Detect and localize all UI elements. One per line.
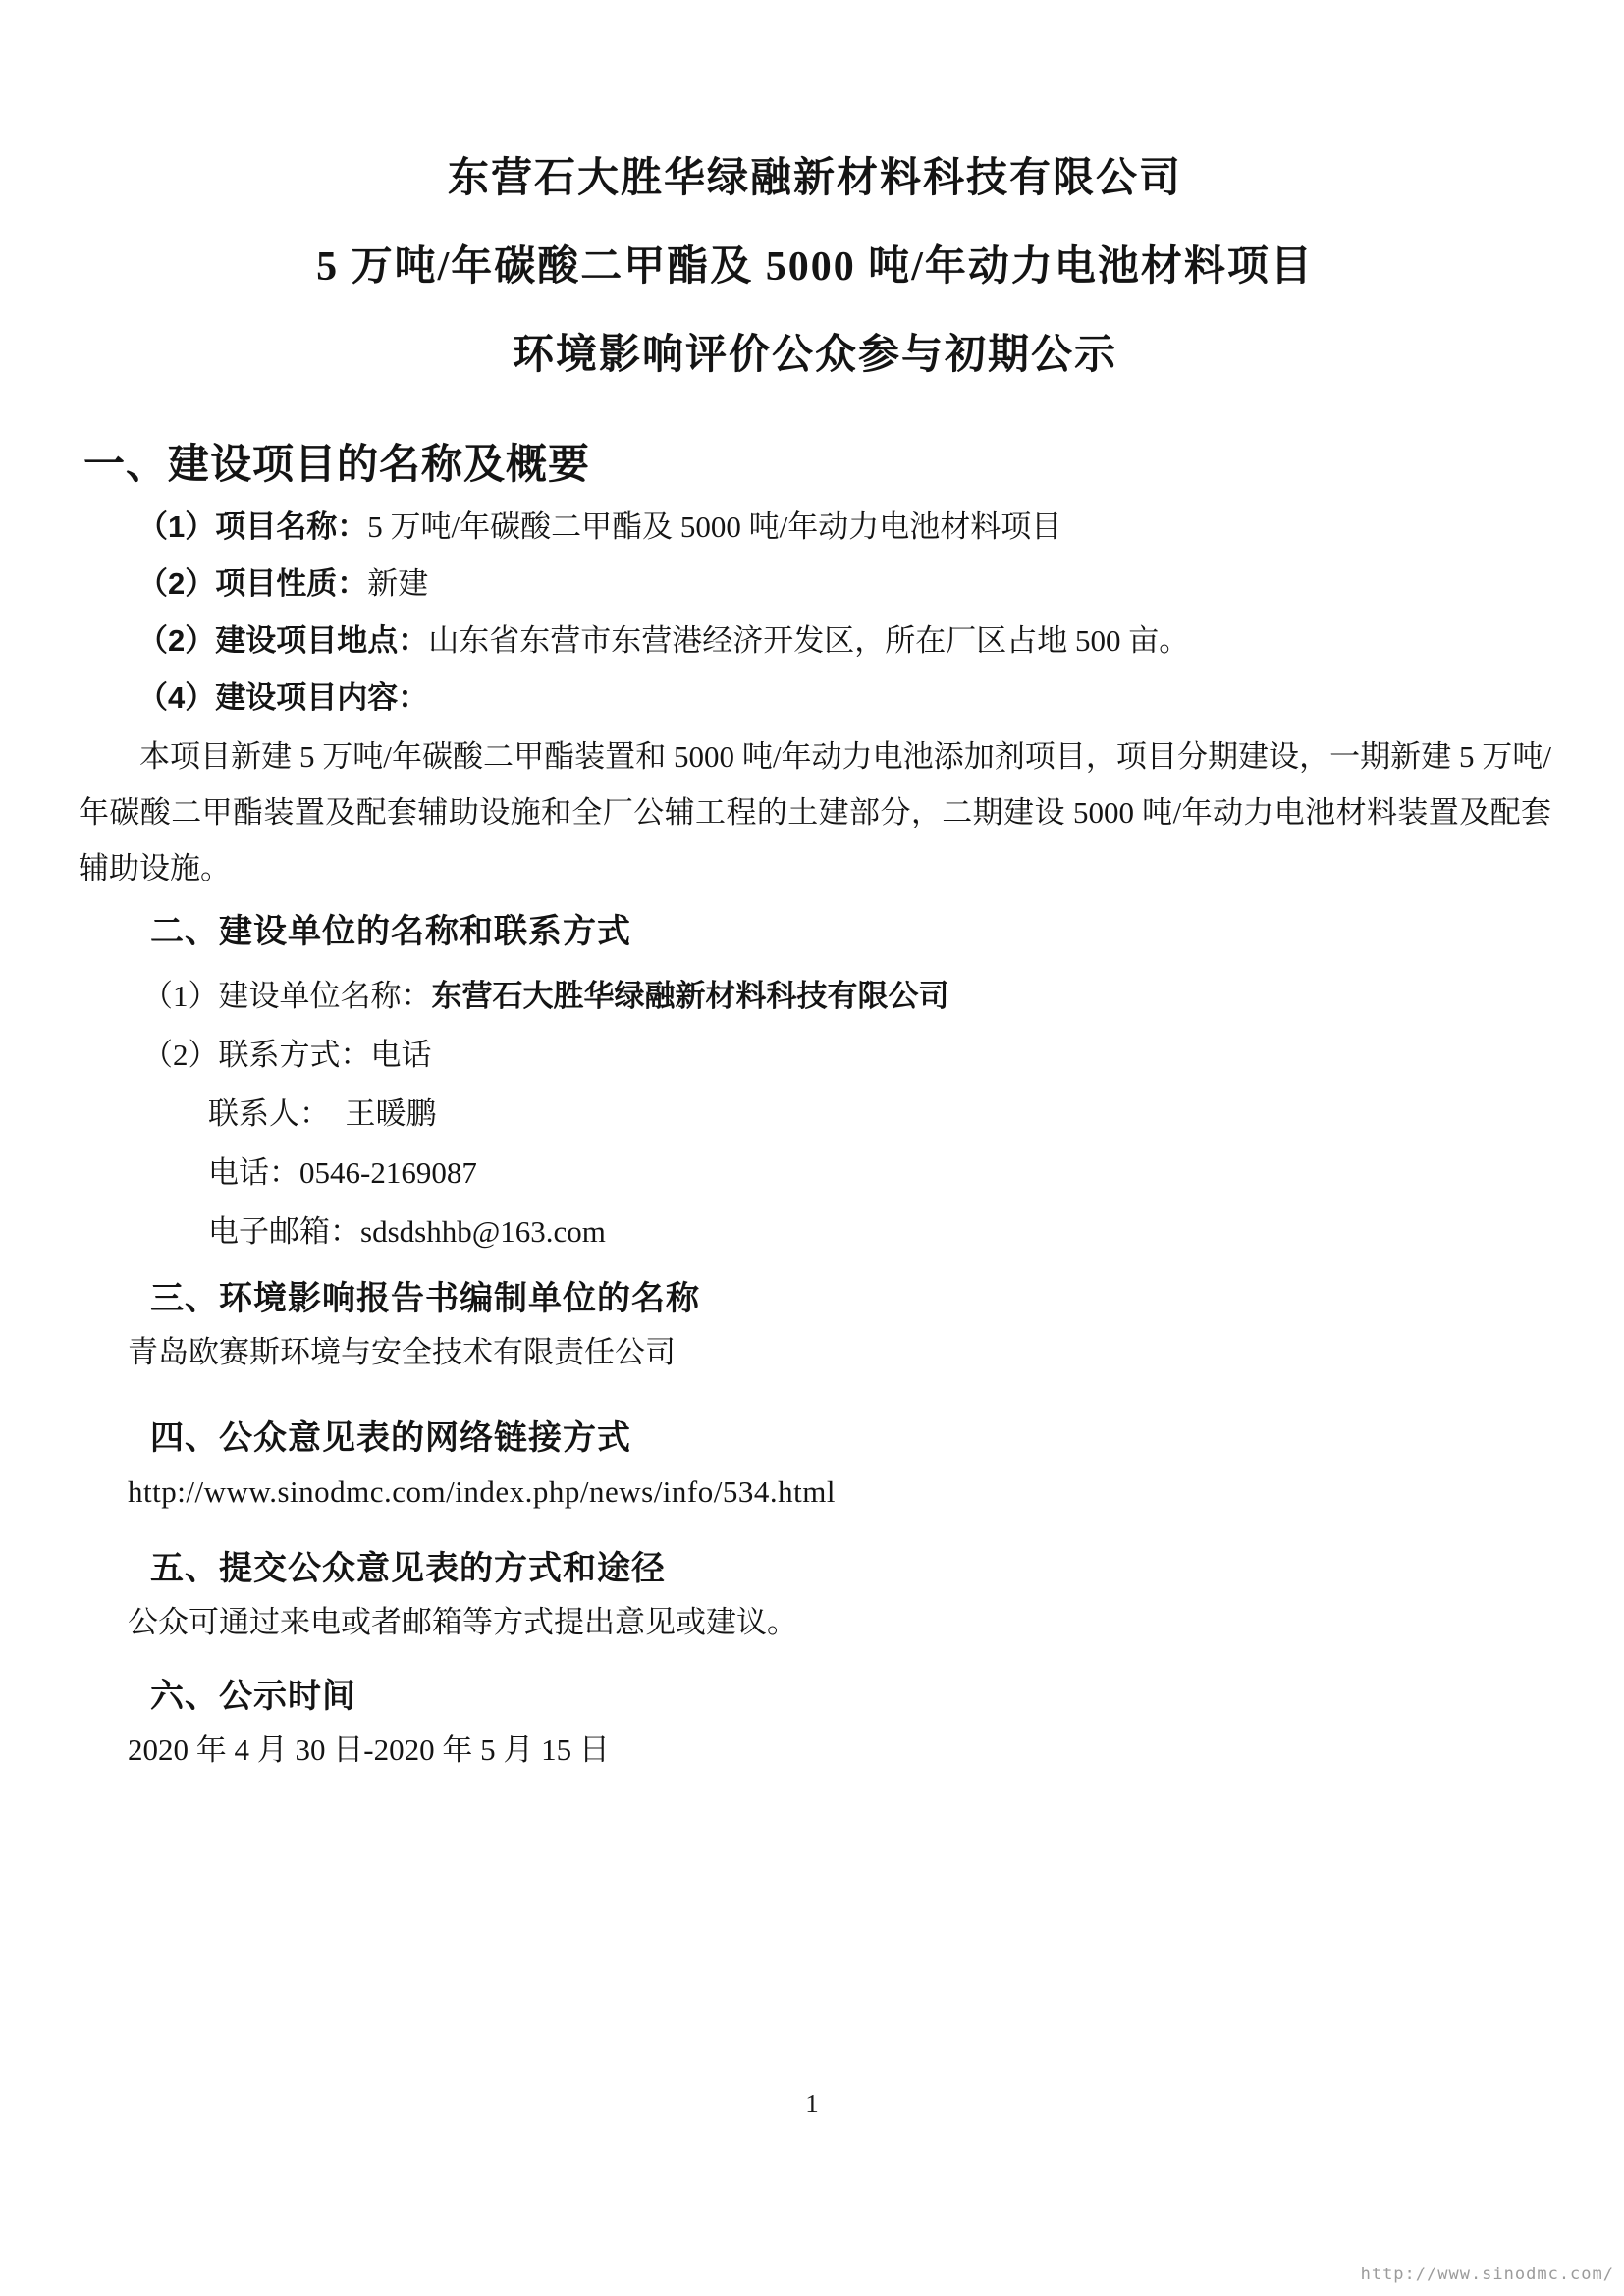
- project-content-label: （4）建设项目内容：: [137, 680, 429, 715]
- project-nature-line: [137, 556, 1551, 613]
- builder-name-label: （1）建设单位名称：: [142, 979, 432, 1013]
- project-location-label: （2）建设项目地点：: [137, 623, 429, 658]
- section3-heading: 三、环境影响报告书编制单位的名称: [150, 1280, 700, 1317]
- submission-method-line: 公众可通过来电或者邮箱等方式提出意见或建议。: [128, 1605, 797, 1639]
- email-line: 电子邮箱：sdsdshhb@163.com: [208, 1214, 606, 1249]
- contact-method-line: （2）联系方式：电话: [142, 1038, 432, 1072]
- project-name-value: 5 万吨/年碳酸二甲酯及 5000 吨/年动力电池材料项目: [367, 509, 1062, 544]
- section1-heading: 一、建设项目的名称及概要: [83, 441, 591, 487]
- company-title: 东营石大胜华绿融新材料科技有限公司: [447, 156, 1182, 201]
- phone-line: 电话：0546-2169087: [208, 1155, 477, 1190]
- builder-name-value: 东营石大胜华绿融新材料科技有限公司: [431, 979, 949, 1013]
- contact-person-line: 联系人： 王暖鹏: [208, 1096, 437, 1131]
- project-title: 5 万吨/年碳酸二甲酯及 5000 吨/年动力电池材料项目: [316, 244, 1314, 290]
- project-content-line: [137, 669, 1551, 726]
- notice-title: 环境影响评价公众参与初期公示: [512, 333, 1117, 378]
- section4-heading: 四、公众意见表的网络链接方式: [150, 1419, 631, 1457]
- notice-period-line: 2020 年 4 月 30 日-2020 年 5 月 15 日: [128, 1733, 610, 1767]
- project-name-label: （1）项目名称：: [137, 509, 368, 544]
- report-agency-name: 青岛欧赛斯环境与安全技术有限责任公司: [128, 1335, 676, 1369]
- builder-name-line: [142, 967, 1551, 1026]
- section5-heading: 五、提交公众意见表的方式和途径: [150, 1550, 666, 1587]
- project-description-paragraph: 本项目新建 5 万吨/年碳酸二甲酯装置和 5000 吨/年动力电池添加剂项目，项目分期建设，一期新建 5 万吨/年碳酸二甲酯装置及配套辅助设施和全厂公辅工程的土建部分，二期建设 5000 吨/年动力电池材料装置及配套辅助设施。: [79, 739, 1551, 885]
- project-location-line: [137, 613, 1551, 669]
- project-nature-value: 新建: [367, 566, 429, 601]
- watermark-url: http://www.sinodmc.com/: [1360, 2265, 1614, 2284]
- page-number: 1: [805, 2089, 819, 2118]
- project-nature-label: （2）项目性质：: [137, 566, 368, 601]
- feedback-form-url: http://www.sinodmc.com/index.php/news/info/534.html: [128, 1474, 836, 1509]
- document-content: [79, 155, 1551, 1773]
- project-name-line: [137, 499, 1551, 556]
- section6-heading: 六、公示时间: [150, 1678, 356, 1715]
- project-location-value: 山东省东营市东营港经济开发区，所在厂区占地 500 亩。: [428, 623, 1190, 658]
- section2-heading: 二、建设单位的名称和联系方式: [150, 913, 631, 950]
